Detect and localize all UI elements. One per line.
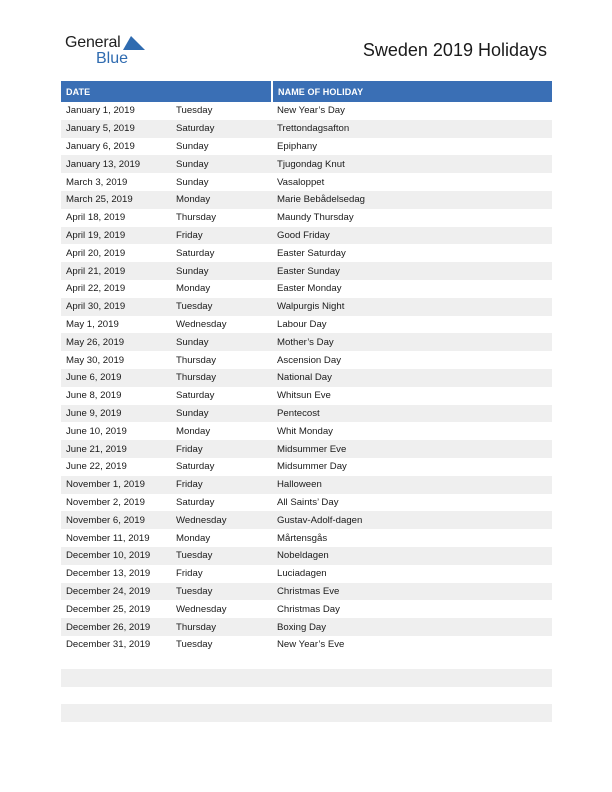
cell-date: April 30, 2019 bbox=[61, 298, 171, 316]
cell-date: December 10, 2019 bbox=[61, 547, 171, 565]
cell-date: January 1, 2019 bbox=[66, 105, 135, 117]
cell-weekday: Sunday bbox=[171, 262, 272, 280]
cell-date: June 22, 2019 bbox=[66, 461, 127, 473]
header-holiday-name: NAME OF HOLIDAY bbox=[272, 81, 552, 102]
cell-weekday: Sunday bbox=[176, 140, 209, 152]
cell-date: January 13, 2019 bbox=[61, 155, 171, 173]
table-row bbox=[61, 387, 552, 405]
cell-weekday: Monday bbox=[171, 191, 272, 209]
cell-holiday-name: Marie Bebådelsedag bbox=[272, 191, 552, 209]
cell-weekday: Saturday bbox=[176, 390, 215, 402]
table-row bbox=[61, 369, 552, 387]
cell-date: June 8, 2019 bbox=[66, 390, 122, 402]
cell-date: January 6, 2019 bbox=[66, 140, 135, 152]
cell-weekday: Friday bbox=[171, 476, 272, 494]
cell-weekday: Thursday bbox=[171, 618, 272, 636]
cell-weekday: Tuesday bbox=[171, 298, 272, 316]
table-row bbox=[61, 565, 552, 583]
cell-weekday: Sunday bbox=[171, 155, 272, 173]
cell-holiday-name: Luciadagen bbox=[277, 568, 327, 580]
cell-date: June 10, 2019 bbox=[66, 425, 127, 437]
table-header-row bbox=[61, 81, 552, 102]
cell-date: December 24, 2019 bbox=[61, 583, 171, 601]
cell-weekday: Tuesday bbox=[171, 547, 272, 565]
table-row bbox=[61, 173, 552, 191]
cell-weekday: Monday bbox=[176, 532, 211, 544]
cell-weekday: Thursday bbox=[171, 369, 272, 387]
table-row bbox=[61, 351, 552, 369]
cell-holiday-name: Easter Monday bbox=[277, 283, 342, 295]
cell-weekday: Sunday bbox=[176, 176, 209, 188]
table-row bbox=[61, 529, 552, 547]
cell-weekday: Tuesday bbox=[176, 639, 213, 651]
cell-holiday-name: Whitsun Eve bbox=[277, 390, 331, 402]
page-title: Sweden 2019 Holidays bbox=[362, 40, 547, 60]
cell-weekday: Thursday bbox=[176, 212, 216, 224]
cell-date: November 1, 2019 bbox=[61, 476, 171, 494]
table-row bbox=[61, 458, 552, 476]
table-row bbox=[61, 476, 552, 494]
cell-date: May 26, 2019 bbox=[61, 333, 171, 351]
cell-holiday-name: Whit Monday bbox=[277, 425, 333, 437]
cell-holiday-name: Vasaloppet bbox=[277, 176, 325, 188]
table-row bbox=[61, 155, 552, 173]
table-row bbox=[61, 600, 552, 618]
table-row bbox=[61, 333, 552, 351]
cell-weekday: Saturday bbox=[176, 496, 215, 508]
cell-holiday-name: Epiphany bbox=[277, 140, 318, 152]
cell-weekday: Wednesday bbox=[176, 318, 227, 330]
table-row bbox=[61, 191, 552, 209]
cell-holiday-name: New Year’s Day bbox=[277, 105, 345, 117]
table-row bbox=[61, 262, 552, 280]
cell-date: May 1, 2019 bbox=[66, 318, 119, 330]
table-row bbox=[61, 138, 552, 156]
cell-date: June 21, 2019 bbox=[61, 440, 171, 458]
cell-date: December 25, 2019 bbox=[66, 603, 151, 615]
table-row bbox=[61, 547, 552, 565]
table-row bbox=[61, 209, 552, 227]
table-row bbox=[61, 227, 552, 245]
cell-date: April 21, 2019 bbox=[61, 262, 171, 280]
cell-date: March 25, 2019 bbox=[61, 191, 171, 209]
cell-date: November 2, 2019 bbox=[66, 496, 145, 508]
cell-date: January 5, 2019 bbox=[61, 120, 171, 138]
table-row bbox=[61, 405, 552, 423]
cell-weekday: Monday bbox=[176, 425, 211, 437]
cell-weekday: Monday bbox=[176, 283, 211, 295]
cell-date: April 19, 2019 bbox=[61, 227, 171, 245]
cell-holiday-name: Boxing Day bbox=[272, 618, 552, 636]
cell-holiday-name: Christmas Eve bbox=[272, 583, 552, 601]
table-row bbox=[61, 102, 552, 120]
cell-holiday-name: Christmas Day bbox=[277, 603, 340, 615]
cell-holiday-name: Mother’s Day bbox=[272, 333, 552, 351]
cell-holiday-name: Pentecost bbox=[272, 405, 552, 423]
cell-holiday-name: Labour Day bbox=[277, 318, 327, 330]
cell-weekday: Friday bbox=[171, 440, 272, 458]
logo-general-text: General bbox=[65, 34, 121, 51]
table-row bbox=[61, 583, 552, 601]
cell-holiday-name: Walpurgis Night bbox=[272, 298, 552, 316]
cell-date: April 22, 2019 bbox=[66, 283, 126, 295]
cell-holiday-name: National Day bbox=[272, 369, 552, 387]
logo-triangle-icon bbox=[123, 36, 145, 50]
cell-holiday-name: Midsummer Eve bbox=[272, 440, 552, 458]
cell-date: April 18, 2019 bbox=[66, 212, 126, 224]
cell-weekday: Friday bbox=[176, 568, 203, 580]
cell-date: November 6, 2019 bbox=[61, 511, 171, 529]
cell-date: June 9, 2019 bbox=[61, 405, 171, 423]
table-row bbox=[61, 244, 552, 262]
table-row bbox=[61, 618, 552, 636]
cell-weekday: Saturday bbox=[176, 461, 215, 473]
cell-holiday-name: Easter Sunday bbox=[272, 262, 552, 280]
cell-date: November 11, 2019 bbox=[66, 532, 150, 544]
logo bbox=[65, 34, 155, 68]
holidays-table bbox=[61, 81, 552, 654]
cell-holiday-name: Mårtensgås bbox=[277, 532, 328, 544]
cell-weekday: Thursday bbox=[176, 354, 216, 366]
cell-date: December 26, 2019 bbox=[61, 618, 171, 636]
cell-weekday: Wednesday bbox=[171, 511, 272, 529]
cell-holiday-name: Easter Saturday bbox=[277, 247, 346, 259]
header-date: DATE bbox=[61, 81, 171, 102]
cell-weekday: Wednesday bbox=[176, 603, 227, 615]
cell-holiday-name: Good Friday bbox=[272, 227, 552, 245]
cell-holiday-name: Nobeldagen bbox=[272, 547, 552, 565]
cell-holiday-name: Halloween bbox=[272, 476, 552, 494]
table-row bbox=[61, 422, 552, 440]
table-row bbox=[61, 636, 552, 654]
cell-date: June 6, 2019 bbox=[61, 369, 171, 387]
logo-blue-text: Blue bbox=[96, 50, 129, 67]
table-row bbox=[61, 440, 552, 458]
cell-holiday-name: Trettondagsafton bbox=[272, 120, 552, 138]
cell-holiday-name: New Year’s Eve bbox=[277, 639, 345, 651]
cell-weekday: Saturday bbox=[176, 247, 215, 259]
cell-holiday-name: Tjugondag Knut bbox=[272, 155, 552, 173]
cell-weekday: Friday bbox=[171, 227, 272, 245]
empty-row bbox=[61, 704, 552, 722]
cell-weekday: Tuesday bbox=[171, 583, 272, 601]
cell-weekday: Sunday bbox=[171, 405, 272, 423]
cell-date: April 20, 2019 bbox=[66, 247, 126, 259]
cell-weekday: Saturday bbox=[171, 120, 272, 138]
table-row bbox=[61, 316, 552, 334]
table-row bbox=[61, 511, 552, 529]
table-row bbox=[61, 298, 552, 316]
table-row bbox=[61, 120, 552, 138]
table-row bbox=[61, 494, 552, 512]
cell-date: December 31, 2019 bbox=[66, 639, 151, 651]
cell-date: December 13, 2019 bbox=[66, 568, 151, 580]
header-weekday bbox=[171, 81, 272, 102]
cell-holiday-name: Ascension Day bbox=[277, 354, 341, 366]
cell-holiday-name: All Saints’ Day bbox=[277, 496, 339, 508]
empty-row bbox=[61, 669, 552, 687]
cell-date: March 3, 2019 bbox=[66, 176, 128, 188]
cell-holiday-name: Gustav-Adolf-dagen bbox=[272, 511, 552, 529]
table-row bbox=[61, 280, 552, 298]
table-body bbox=[61, 102, 552, 654]
cell-date: May 30, 2019 bbox=[66, 354, 125, 366]
cell-weekday: Sunday bbox=[171, 333, 272, 351]
cell-holiday-name: Midsummer Day bbox=[277, 461, 347, 473]
cell-weekday: Tuesday bbox=[176, 105, 213, 117]
cell-holiday-name: Maundy Thursday bbox=[277, 212, 354, 224]
